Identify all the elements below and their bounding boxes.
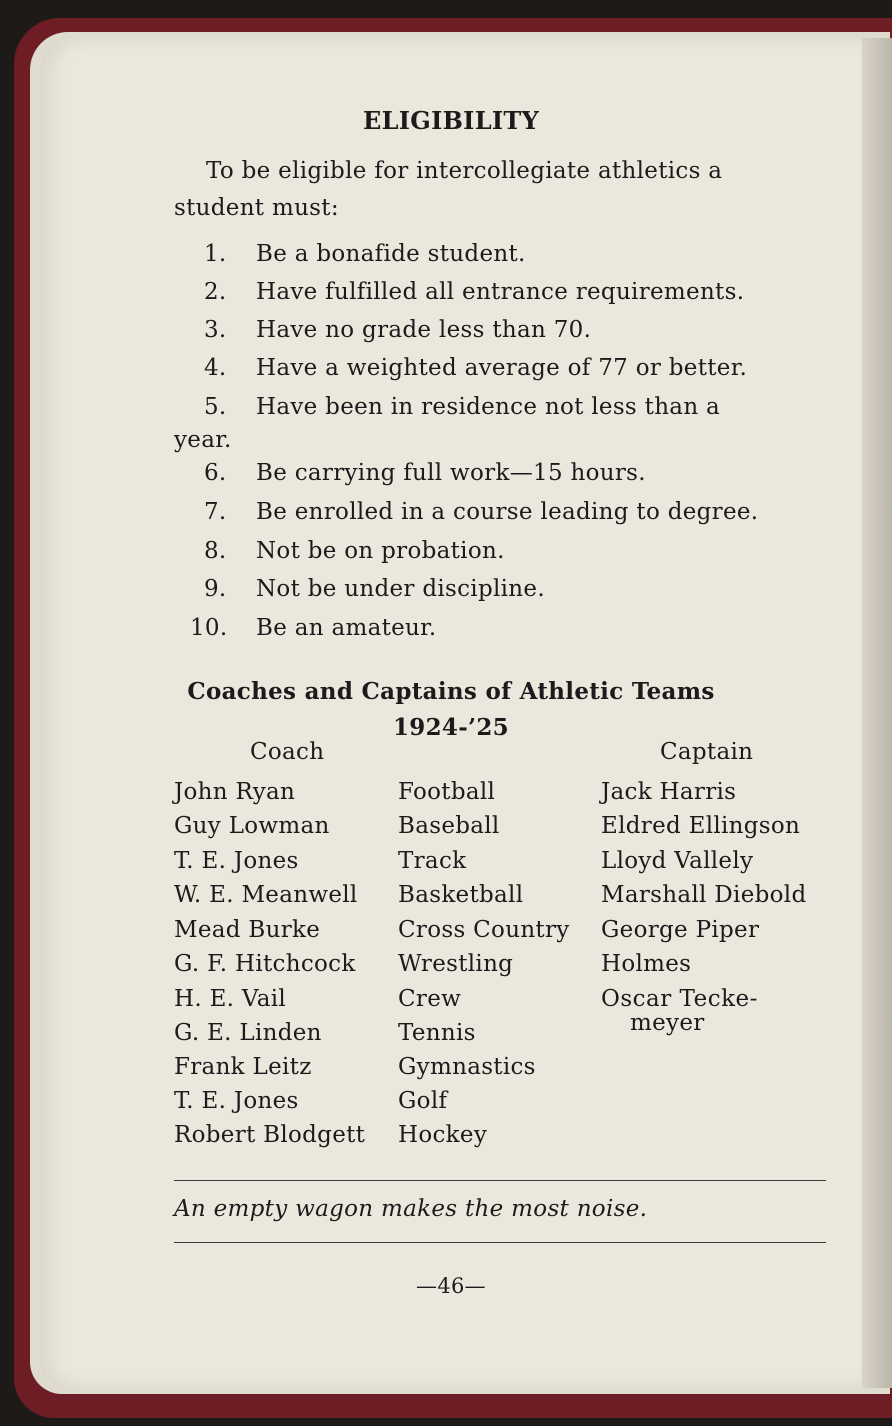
captain-name: George Piper	[601, 917, 760, 943]
season-year: 1924-’25	[393, 714, 509, 741]
bottom-divider	[174, 1242, 826, 1243]
coach-name: T. E. Jones	[174, 1088, 299, 1114]
page-number: —46—	[416, 1274, 486, 1298]
coaches-heading: Coaches and Captains of Athletic Teams	[187, 678, 715, 705]
sport-name: Tennis	[398, 1020, 476, 1046]
book-page	[40, 38, 862, 1388]
rule-number: 7.	[204, 499, 227, 525]
rule-number: 5.	[204, 394, 227, 420]
captain-name: Marshall Diebold	[601, 882, 807, 908]
coach-name: G. E. Linden	[174, 1020, 322, 1046]
rule-text: Have fulfilled all entrance requirements.	[256, 279, 745, 305]
facing-page-edge	[862, 38, 892, 1388]
top-divider	[174, 1180, 826, 1181]
sport-name: Track	[398, 848, 467, 874]
sport-name: Baseball	[398, 813, 500, 839]
captain-name: Eldred Ellingson	[601, 813, 801, 839]
rule-text: Not be on probation.	[256, 538, 505, 564]
coach-name: T. E. Jones	[174, 848, 299, 874]
rule-number: 1.	[204, 241, 227, 267]
coach-name: Guy Lowman	[174, 813, 330, 839]
rule-text: Be a bonafide student.	[256, 241, 526, 267]
rule-text: Have no grade less than 70.	[256, 317, 592, 343]
sport-name: Basketball	[398, 882, 524, 908]
rule-number: 6.	[204, 460, 227, 486]
rule-number: 9.	[204, 576, 227, 602]
rule-text: Have a weighted average of 77 or better.	[256, 355, 748, 381]
rule-text: Be an amateur.	[256, 615, 437, 641]
sport-name: Cross Country	[398, 917, 570, 943]
coach-name: Robert Blodgett	[174, 1122, 366, 1148]
rule-text: Be carrying full work—15 hours.	[256, 460, 646, 486]
rule-number: 10.	[190, 615, 228, 641]
eligibility-title: ELIGIBILITY	[362, 106, 540, 135]
rule-text: Have been in residence not less than a	[256, 394, 721, 420]
intro-line-1: To be eligible for intercollegiate athletics a	[206, 158, 723, 184]
captain-column-header: Captain	[660, 739, 754, 765]
coach-name: H. E. Vail	[174, 986, 287, 1012]
sport-name: Football	[398, 779, 496, 805]
coach-name: John Ryan	[174, 779, 296, 805]
sport-name: Gymnastics	[398, 1054, 536, 1080]
captain-name: Lloyd Vallely	[601, 848, 754, 874]
coach-name: W. E. Meanwell	[174, 882, 358, 908]
sport-name: Wrestling	[398, 951, 514, 977]
rule-text: Be enrolled in a course leading to degree.	[256, 499, 759, 525]
rule-number: 2.	[204, 279, 227, 305]
sport-name: Golf	[398, 1088, 448, 1114]
coach-name: Mead Burke	[174, 917, 321, 943]
captain-name: Holmes	[601, 951, 692, 977]
captain-name-continuation: meyer	[630, 1010, 705, 1036]
coach-name: G. F. Hitchcock	[174, 951, 356, 977]
coach-column-header: Coach	[250, 739, 325, 765]
rule-number: 3.	[204, 317, 227, 343]
rule-number: 4.	[204, 355, 227, 381]
coach-name: Frank Leitz	[174, 1054, 312, 1080]
sport-name: Crew	[398, 986, 462, 1012]
sport-name: Hockey	[398, 1122, 488, 1148]
rule-text: Not be under discipline.	[256, 576, 545, 602]
intro-line-2: student must:	[174, 195, 339, 221]
rule-number: 8.	[204, 538, 227, 564]
motto: An empty wagon makes the most noise.	[174, 1196, 648, 1222]
rule-text-continuation: year.	[174, 427, 232, 453]
captain-name: Jack Harris	[601, 779, 737, 805]
captain-name: Oscar Tecke-	[601, 986, 758, 1012]
